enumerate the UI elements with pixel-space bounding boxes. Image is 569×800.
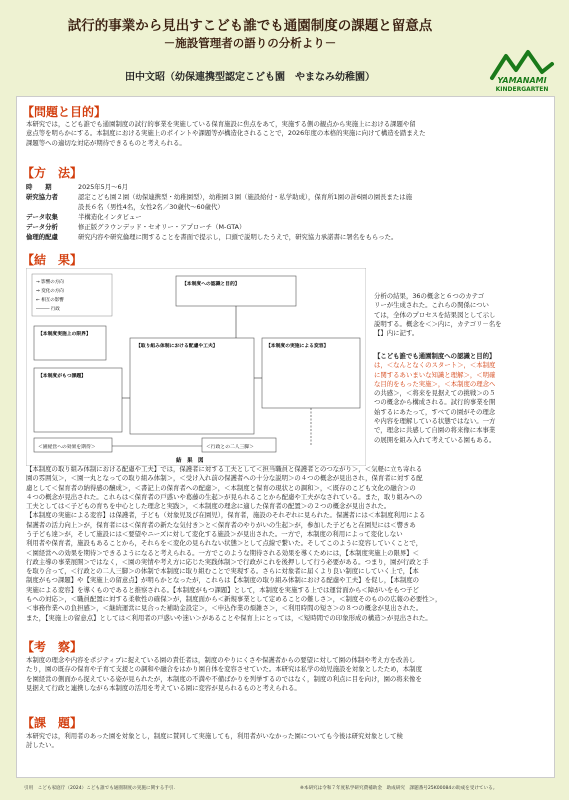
results-line: もへの対応＞，＜職員配置に対する柔軟性の確保＞が，制度面から＜新規事業として定めることの難しさ＞，＜制度そのものの広報の必要性＞， — [26, 594, 442, 603]
discussion-text — [26, 656, 546, 693]
side-line: 【】内に記す。 — [374, 329, 419, 338]
method-value: 2025年5月～6月 — [78, 183, 128, 191]
section-heading-results: 【結 果】 — [22, 253, 83, 267]
method-row — [26, 213, 142, 222]
results-line: ４つの概念が見出された。これらは＜保育者の戸惑いや葛藤の生起＞が見られることから配慮や工夫がなされている。また，取り組みへの — [26, 492, 423, 501]
results-line: 【本制度の取り組み体制における配慮や工夫】では，保護者に対する工夫として＜担当職員と保護者とのつながり＞，＜気軽に立ち寄れる — [26, 465, 423, 473]
discussion-line: を園経営の側面から捉えている姿が見られたが，本制度の不満や不備ばかりを列挙するのではなく，制度の利点に目を向け，園の将来像を — [26, 674, 422, 683]
section-heading-method: 【方 法】 — [22, 166, 83, 180]
footer — [0, 779, 569, 800]
side-line: 説明する。概念を＜＞内に，カテゴリ－名を — [374, 319, 502, 328]
side-line: 【こども誰でも通園制度への認識と目的】 — [374, 352, 496, 360]
footer-citation: 引用 こども家庭庁（2024）こども誰でも通園制度の実施に関する手引. — [24, 786, 175, 791]
footer-funding: ※本研究は令和７年度私学研究費補助金 助成研究 課題番号25K00084の助成を受けている。 — [300, 786, 498, 791]
box-care-label: 【取り組み体制における配慮や工夫】 — [136, 344, 218, 349]
discussion-line: たり，園の既存の保育や子育て支援との調和や融合をはかり園自体を変容させていた。本研究は私学の幼児施設を対象としたため，本制度 — [26, 665, 422, 674]
side-line: 始するにあたって，すべての園がその理念 — [374, 407, 496, 416]
box-change-label: 【本制度の実施による変容】 — [266, 344, 329, 349]
results-line: 実施による変容】を導くものであると推察される。【本制度がもつ課題】として，本制度を実施する上では運営面から＜障がいをもつ子ど — [26, 585, 419, 594]
side-line: な目的をもった実施＞，＜本制度の理念へ — [374, 379, 496, 388]
side-line: の展開を組み入れて考えている園もある。 — [374, 435, 496, 444]
purpose-line: 本研究では，こども誰でも通園制度の試行的事業を実施している保育施設に焦点をあて，実施する側の観点から実施上における課題や留 — [26, 120, 416, 128]
box-care — [130, 338, 254, 434]
legend-item: ← 相互の影響 — [36, 298, 64, 303]
results-line: 慮として＜保育者の納得感の醸成＞，＜書記上の保育者への配慮＞，＜本制度と保育の現状との調和＞，＜既存のこども文化の融合＞の — [26, 483, 416, 492]
method-value: 半構造化インタビュー — [78, 213, 142, 221]
method-key: 時 期 — [26, 183, 52, 191]
logo-text-kindergarten: KINDERGARTEN — [495, 86, 549, 93]
results-line: 利用者や保育者，施設もあることから，それらを＜変化の見られない状態＞として点線で繋いた。そしてこのように変容していくことで， — [26, 539, 423, 548]
side-line: ては，全体のプロセスを結果図として示し — [374, 310, 496, 319]
poster-title: 試行的事業から見出すこども誰でも通園制度の課題と留意点 — [67, 18, 433, 34]
results-line: 保護者の活力向上＞が，保育者には＜保育者の新たな気付き＞と＜保育者のやりがいの生起＞が，参加した子どもと在園児には＜響きあ — [26, 520, 416, 529]
method-key: 研究協力者 — [26, 193, 58, 201]
side-line: で，理念に共感して自園の将来像に本事業 — [374, 426, 496, 435]
issues-text — [26, 732, 546, 751]
box-limit-label: 【本制度実施上の限界】 — [38, 332, 91, 337]
results-body — [26, 465, 546, 623]
results-line: 工夫としては＜子どもの育ちを中心とした理念と実践＞，＜本制度の理念に適した保育者の配置＞の２つの概念が見出された。 — [26, 502, 391, 511]
box-awareness — [176, 276, 296, 306]
results-line: 行政主導の事業展開＞ではなく，＜園の実情や考え方に応じた実践体制＞で行政がこれを後押しして行う必要がある。つまり，園が行政と手 — [26, 557, 429, 566]
issues-line: 本研究では，利用者のあった園を対象とし，制度に賛同して実施しても，利用者がいなかった園についても今後は研究対象として検 — [26, 732, 403, 740]
section-heading-issues: 【課 題】 — [22, 716, 83, 730]
method-value: 研究内容や研究倫理に関することを書面で提示し，口頭で説明したうえで，研究協力承諾書に署名をもらった。 — [78, 233, 398, 241]
author-line: 田中文昭（幼保連携型認定こども園 やまなみ幼稚園） — [125, 72, 375, 83]
results-line: う子ども達＞が，そして施設には＜要望やニーズに対して変化する施設＞が見出された。一方で，本制度の利用によって変化しない — [26, 529, 403, 538]
results-line: また，【実施上の留意点】としては＜利用者の戸惑いや迷い＞があることや保育上にとっては，＜短時間での印象形成の構造＞が見出された。 — [26, 613, 432, 622]
results-line: 制度がもつ課題】や【実施上の留意点】が明らかとなったが，これらは【本制度の取り組み体制における配慮や工夫】を促し，【本制度の — [26, 576, 420, 585]
results-side-text — [374, 292, 546, 338]
purpose-line: 課題等への適切な対応が期待できるものと考えられる。 — [26, 138, 186, 147]
figure-caption: 結 果 図 — [176, 458, 204, 464]
results-line: 【本制度の実施による変容】は保護者，子ども（対象児及び在園児），保育者，施設のそれぞれに見られた。保護者には＜本制度利用による — [26, 511, 426, 520]
method-value: 修正版グラウンデッド・セオリー・アプローチ（M-GTA） — [78, 223, 246, 231]
legend-item: ⇒ 変化の方向 — [36, 289, 64, 294]
method-row — [26, 193, 412, 202]
purpose-line: 意点等を明らかにする。本制度における実施上のポイントや課題等が構造化されることで，2026年度の本格的実施に向けて構造を踏まえた — [26, 129, 426, 138]
method-row — [26, 203, 224, 212]
side-line: や内容を理解している状態ではない。一方 — [374, 416, 496, 425]
side-line: リーが生成された。これらの関係につい — [374, 301, 489, 310]
method-key: データ分析 — [26, 223, 58, 231]
method-row — [26, 233, 397, 242]
box-issues-label: 【本制度がもつ課題】 — [38, 374, 86, 379]
section-heading-discussion: 【考 察】 — [22, 640, 83, 654]
results-line: を取り合って，＜行政との二人三脚＞の体制で本制度に取り組むことで実現する。さらに対象者に届くより良い制度にしていく上で，【本 — [26, 567, 419, 576]
discussion-line: 本制度の理念や内容をポジティブに捉えている園の責任者は，制度のやりにくさや保護者からの要望に対して園の体制や考え方を改善し — [26, 656, 416, 664]
side-line: の共感＞，＜将来を見据えての挑戦＞の５ — [374, 389, 496, 398]
legend-item: → 影響の方向 — [36, 280, 64, 285]
box-effect-label: ＜園経営への効果を期待＞ — [38, 445, 96, 450]
discussion-line: 見据えて行政と連携しながら本制度の活用を考えている園に変容が見られるものと考えられる。 — [26, 683, 301, 692]
side-line: つの概念から構成される。試行的事業を開 — [374, 398, 496, 407]
logo-text-yamanami: YAMANAMI — [497, 76, 547, 85]
box-awareness-label: 【本制度への認識と目的】 — [182, 282, 240, 287]
results-diagram — [26, 268, 366, 466]
header — [0, 0, 569, 93]
results-side-para2 — [374, 352, 546, 445]
box-admin-label: ＜行政との二人三脚＞ — [206, 445, 254, 450]
method-key: 倫理的配慮 — [26, 233, 58, 241]
results-line: 園の雰囲気＞，＜園一丸となっての取り組み体制＞，＜受け入れ前の保護者への十分な説明＞の４つの概念が見出され，保育者に対する配 — [26, 474, 423, 483]
purpose-text — [26, 120, 546, 148]
method-row — [26, 223, 245, 232]
method-key: データ収集 — [26, 213, 58, 221]
method-row — [26, 183, 128, 192]
method-value: 設長６名（男性4名，女性2名／30歳代～60歳代） — [78, 203, 224, 211]
issues-line: 討したい。 — [26, 741, 58, 750]
method-value: 認定こども園２園（幼保連携型・幼稚園型），幼稚園３園（施設給付・私学助成），保育所1園の計6園の園長または施 — [78, 193, 413, 201]
section-heading-purpose: 【問題と目的】 — [22, 105, 107, 119]
side-line: に関するあいまいな知識と理解＞，＜明確 — [374, 370, 496, 379]
poster-subtitle: －施設管理者の語りの分析より－ — [163, 36, 337, 50]
legend-item: ――― 行政 — [36, 307, 60, 312]
results-line: ＜事務作業への負担感＞，＜継続運営に見合った補助金設定＞，＜申込作業の煩雑さ＞，＜利用時間の短さ＞の８つの概念が見出された。 — [26, 604, 423, 613]
results-line: ＜園経営への効果を期待＞できるようになると考えられる。一方でこのような期待される効果を導くためには，【本制度実施上の限界】＜ — [26, 548, 420, 557]
side-line: 分析の結果，36の概念と６つのカテゴ — [374, 292, 485, 300]
side-line: は，＜なんとなくのスタート＞，＜本制度 — [374, 361, 496, 370]
